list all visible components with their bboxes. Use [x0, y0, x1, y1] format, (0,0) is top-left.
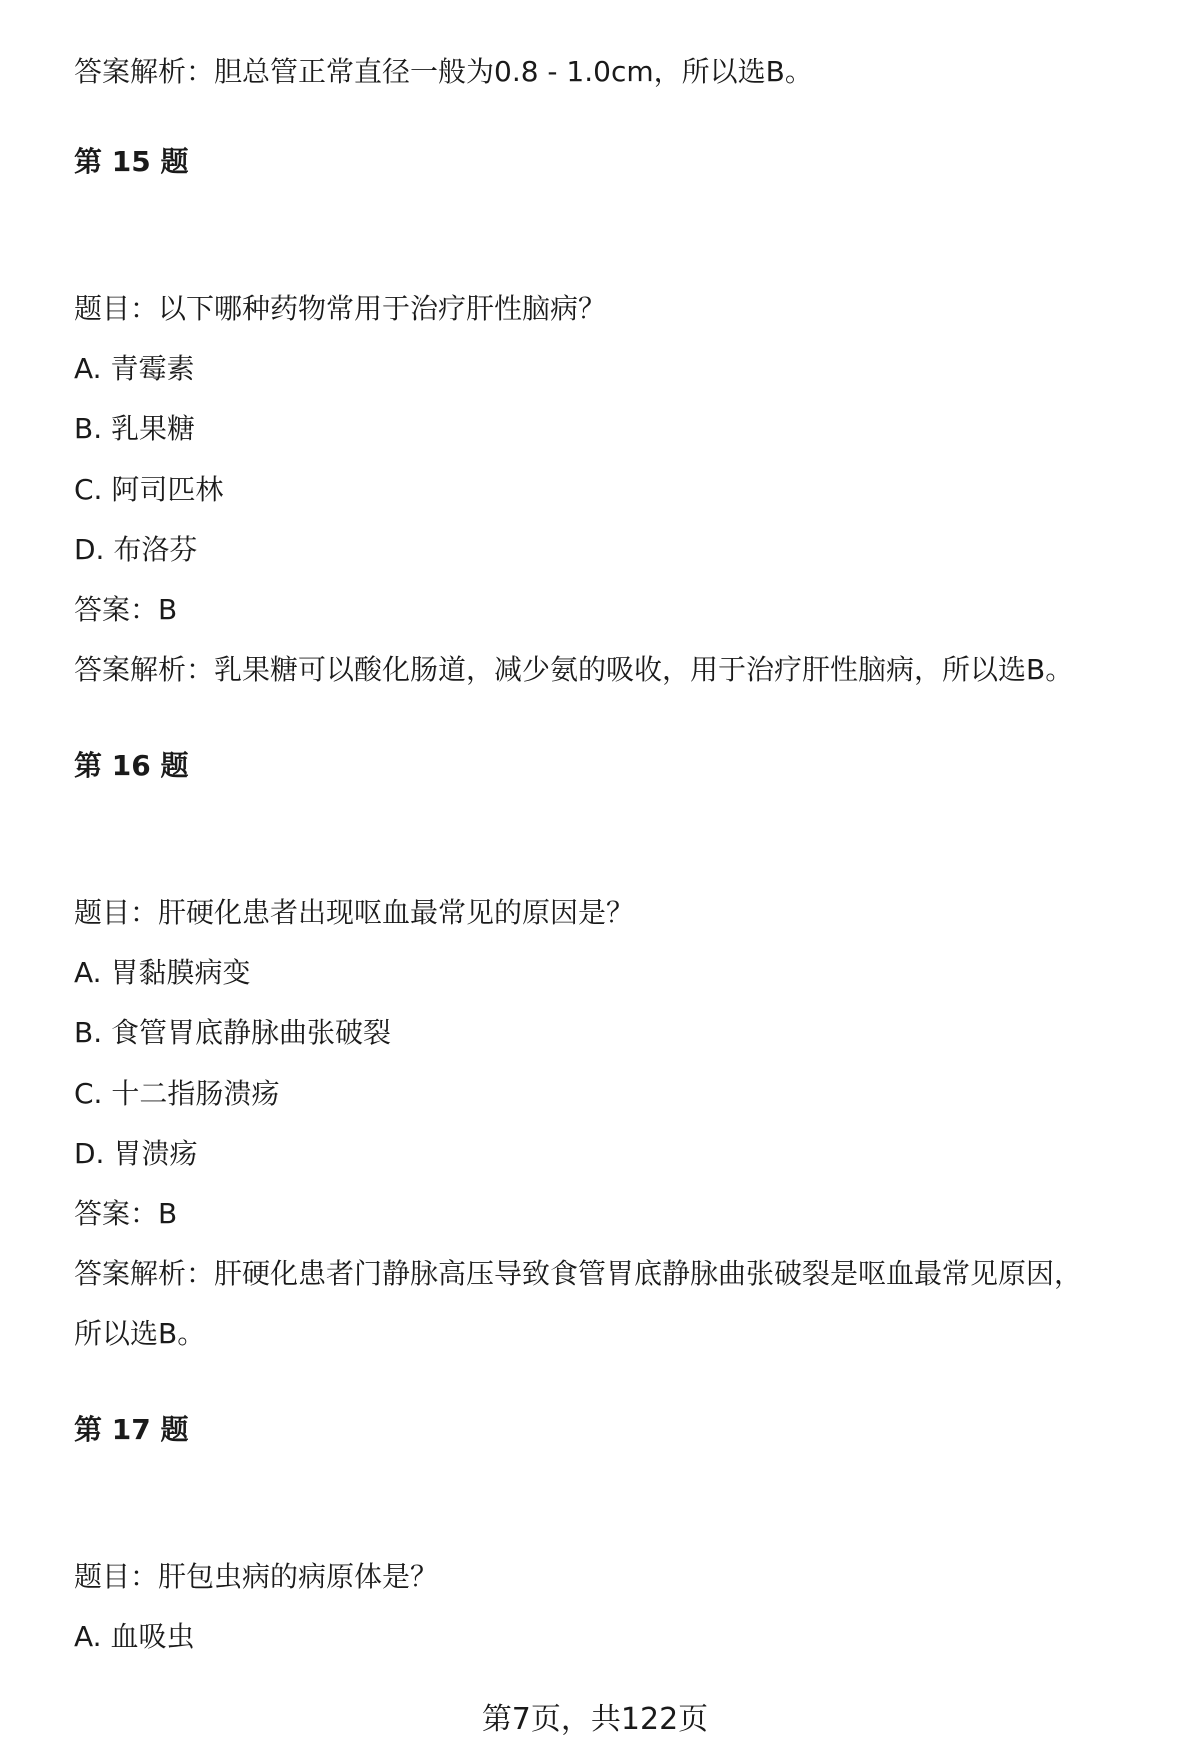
q15-option-b: B. 乳果糖 — [74, 412, 196, 445]
q15-option-c: C. 阿司匹林 — [74, 473, 224, 506]
q16-question: 题目：肝硬化患者出现呕血最常见的原因是？ — [74, 896, 635, 929]
page-number-footer: 第7页，共122页 — [481, 1702, 709, 1737]
q15-option-d: D. 布洛芬 — [74, 533, 198, 566]
q15-option-a: A. 青霉素 — [74, 352, 195, 385]
q16-option-b: B. 食管胃底静脉曲张破裂 — [74, 1016, 392, 1049]
q16-option-a: A. 胃黏膜病变 — [74, 956, 251, 989]
q16-heading: 第 16 题 — [74, 749, 189, 782]
q17-option-a: A. 血吸虫 — [74, 1620, 195, 1653]
q16-answer: 答案：B — [74, 1197, 178, 1230]
q15-analysis: 答案解析：乳果糖可以酸化肠道，减少氨的吸收，用于治疗肝性脑病，所以选B。 — [74, 653, 1074, 686]
q15-heading: 第 15 题 — [74, 145, 189, 178]
q16-analysis-line-1: 答案解析：肝硬化患者门静脉高压导致食管胃底静脉曲张破裂是呕血最常见原因， — [74, 1257, 1083, 1290]
q15-answer: 答案：B — [74, 593, 178, 626]
q14-analysis: 答案解析：胆总管正常直径一般为0.8 - 1.0cm，所以选B。 — [74, 55, 813, 88]
q17-heading: 第 17 题 — [74, 1413, 189, 1446]
q16-analysis-line-2: 所以选B。 — [74, 1317, 206, 1350]
q15-question: 题目：以下哪种药物常用于治疗肝性脑病？ — [74, 292, 607, 325]
q17-question: 题目：肝包虫病的病原体是？ — [74, 1560, 439, 1593]
q16-option-c: C. 十二指肠溃疡 — [74, 1077, 280, 1110]
q16-option-d: D. 胃溃疡 — [74, 1137, 198, 1170]
